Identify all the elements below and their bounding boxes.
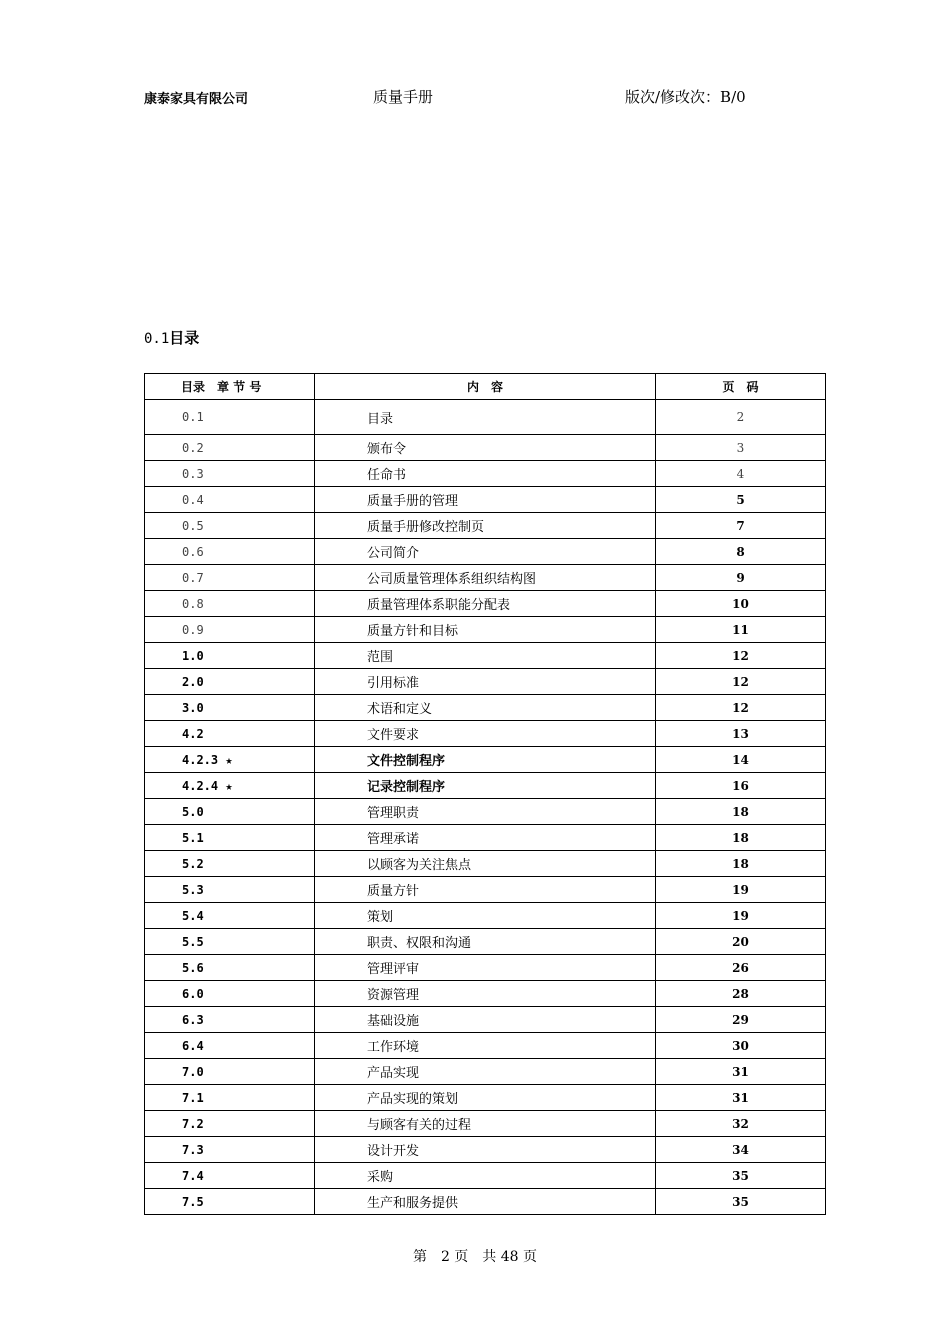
row-section-number: 0.7 [145,565,315,591]
row-content: 范围 [315,643,656,669]
row-page-number: 31 [656,1059,826,1085]
table-row [145,461,826,487]
table-row [145,487,826,513]
row-page-number: 5 [656,487,826,513]
row-page-number: 29 [656,1007,826,1033]
row-page-number: 10 [656,591,826,617]
table-row [145,539,826,565]
header-page: 页 码 [656,374,826,400]
row-content: 文件控制程序 [315,747,656,773]
row-page-number: 19 [656,877,826,903]
row-content: 目录 [315,400,656,435]
row-section-number: 5.1 [145,825,315,851]
row-page-number: 34 [656,1137,826,1163]
table-row [145,1033,826,1059]
row-section-number: 7.0 [145,1059,315,1085]
row-section-number: 0.4 [145,487,315,513]
table-row [145,747,826,773]
row-section-number: 3.0 [145,695,315,721]
row-content: 以顾客为关注焦点 [315,851,656,877]
row-page-number: 19 [656,903,826,929]
row-page-number: 16 [656,773,826,799]
row-content: 颁布令 [315,435,656,461]
row-section-number: 7.3 [145,1137,315,1163]
row-section-number: 0.6 [145,539,315,565]
row-content: 公司质量管理体系组织结构图 [315,565,656,591]
row-content: 管理承诺 [315,825,656,851]
table-row [145,981,826,1007]
row-section-number: 7.1 [145,1085,315,1111]
row-section-number: 7.4 [145,1163,315,1189]
table-row [145,903,826,929]
row-content: 质量方针和目标 [315,617,656,643]
row-page-number: 35 [656,1163,826,1189]
row-content: 质量手册修改控制页 [315,513,656,539]
row-section-number: 7.5 [145,1189,315,1215]
row-content: 资源管理 [315,981,656,1007]
table-row [145,695,826,721]
row-section-number: 6.3 [145,1007,315,1033]
row-content: 任命书 [315,461,656,487]
row-content: 基础设施 [315,1007,656,1033]
row-section-number: 0.5 [145,513,315,539]
row-content: 质量手册的管理 [315,487,656,513]
table-row [145,1189,826,1215]
row-page-number: 31 [656,1085,826,1111]
row-page-number: 12 [656,695,826,721]
row-page-number: 12 [656,669,826,695]
row-section-number: 5.2 [145,851,315,877]
row-section-number: 0.1 [145,400,315,435]
table-row [145,877,826,903]
row-page-number: 7 [656,513,826,539]
version-label: 版次/修改次：B/0 [625,88,746,106]
row-content: 文件要求 [315,721,656,747]
row-section-number: 2.0 [145,669,315,695]
row-content: 管理职责 [315,799,656,825]
row-page-number: 12 [656,643,826,669]
row-content: 质量管理体系职能分配表 [315,591,656,617]
toc-table [144,373,826,1215]
table-row [145,1085,826,1111]
row-page-number: 4 [656,461,826,487]
row-content: 记录控制程序 [315,773,656,799]
row-section-number: 0.2 [145,435,315,461]
row-page-number: 18 [656,825,826,851]
row-page-number: 18 [656,799,826,825]
table-row [145,1111,826,1137]
row-page-number: 20 [656,929,826,955]
table-row [145,929,826,955]
row-section-number: 5.5 [145,929,315,955]
row-section-number: 4.2 [145,721,315,747]
row-page-number: 28 [656,981,826,1007]
row-content: 工作环境 [315,1033,656,1059]
row-page-number: 9 [656,565,826,591]
row-section-number: 5.4 [145,903,315,929]
row-page-number: 32 [656,1111,826,1137]
table-row [145,669,826,695]
row-page-number: 14 [656,747,826,773]
row-content: 采购 [315,1163,656,1189]
table-row [145,773,826,799]
row-section-number: 0.3 [145,461,315,487]
row-content: 策划 [315,903,656,929]
table-row [145,799,826,825]
row-content: 管理评审 [315,955,656,981]
row-content: 产品实现的策划 [315,1085,656,1111]
toc-body [145,400,826,1215]
table-row [145,1007,826,1033]
toc-header-row [145,374,826,400]
row-page-number: 11 [656,617,826,643]
table-row [145,825,826,851]
table-row [145,1163,826,1189]
row-content: 设计开发 [315,1137,656,1163]
row-page-number: 3 [656,435,826,461]
company-name: 康泰家具有限公司 [144,92,249,107]
row-section-number: 4.2.3 ★ [145,747,315,773]
row-content: 引用标准 [315,669,656,695]
row-section-number: 6.4 [145,1033,315,1059]
row-page-number: 18 [656,851,826,877]
table-row [145,565,826,591]
table-row [145,721,826,747]
table-row [145,851,826,877]
row-page-number: 2 [656,400,826,435]
section-title-text: 目录 [169,329,200,347]
header-content: 内 容 [315,374,656,400]
row-content: 生产和服务提供 [315,1189,656,1215]
table-row [145,1059,826,1085]
header-section: 目录 章 节 号 [145,374,315,400]
row-page-number: 26 [656,955,826,981]
row-page-number: 8 [656,539,826,565]
table-row [145,591,826,617]
row-content: 职责、权限和沟通 [315,929,656,955]
table-row [145,617,826,643]
row-page-number: 30 [656,1033,826,1059]
page-footer: 第 2 页 共 48 页 [412,1249,538,1265]
row-section-number: 5.0 [145,799,315,825]
table-row [145,400,826,435]
table-row [145,955,826,981]
row-content: 质量方针 [315,877,656,903]
row-section-number: 1.0 [145,643,315,669]
row-page-number: 13 [656,721,826,747]
table-row [145,435,826,461]
row-content: 与顾客有关的过程 [315,1111,656,1137]
row-page-number: 35 [656,1189,826,1215]
row-content: 术语和定义 [315,695,656,721]
table-row [145,1137,826,1163]
section-heading [144,327,199,348]
row-section-number: 5.3 [145,877,315,903]
table-row [145,643,826,669]
row-section-number: 4.2.4 ★ [145,773,315,799]
section-number: 0.1 [144,331,170,347]
row-content: 产品实现 [315,1059,656,1085]
row-content: 公司简介 [315,539,656,565]
row-section-number: 6.0 [145,981,315,1007]
table-row [145,513,826,539]
row-section-number: 7.2 [145,1111,315,1137]
document-title: 质量手册 [373,88,434,106]
row-section-number: 0.8 [145,591,315,617]
row-section-number: 0.9 [145,617,315,643]
row-section-number: 5.6 [145,955,315,981]
